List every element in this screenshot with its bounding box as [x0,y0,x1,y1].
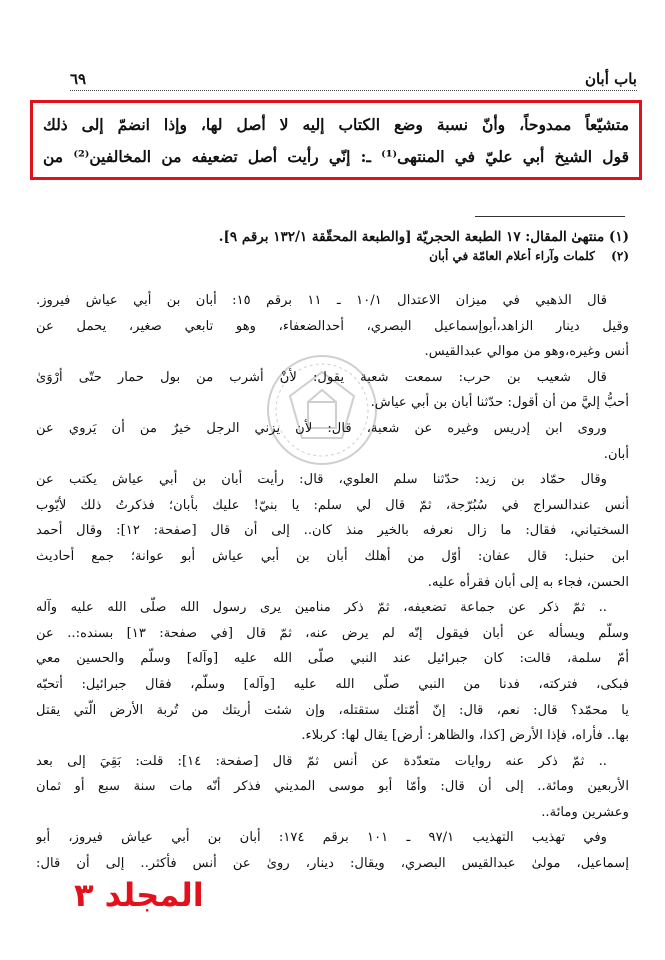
text-line: قال شعيب بن حرب: سمعت شعبة يقول: لأنْ أشرب من بول حمار حتّى أرْوَىٰ [36,369,607,385]
page-number: ٦٩ [70,70,87,88]
text-line: الأربعين ومائة.. إلى أن قال: وأمّا أبو موسى المديني فذكر أنّه مات سنة سبع أو ثمان [36,779,629,795]
footnote-2-heading [36,248,629,264]
text-line: قال الذهبي في ميزان الاعتدال ١٠/١ ـ ١١ برقم ١٥: أبان بن أبي عياش فيروز. [36,293,608,308]
page-header [70,62,637,91]
text-line: أحبُّ إليَّ من أن أقول: حدّثنا أبان بن أبي عياش. [370,395,629,411]
text-line: إسماعيل، مولىٰ عبدالقيس البصري، ويقال: دينار، روىٰ عن أنس فأكثر.. إلى أن قال: [36,856,629,872]
text-line: وقيل دينار الزاهد،أبوإسماعيل البصري، أحدالضعفاء، وهو تابعي صغير، يحمل عن [36,318,629,334]
text-line: أنس وغيره،وهو من موالي عبدالقيس. [424,344,629,360]
chapter-title: باب أبان [584,70,637,88]
text-line: يا محمّد؟ قال: نعم، قال: إنّ أمّتك ستقتله، وإن شئت أريتك من تُربة الأرض الّتي يقتل [36,702,629,718]
text-line: أمّ سلمة، قالت: كان جبرائيل عند النبي صلّى الله عليه [وآله] وسلّم والحسين معي [36,651,629,667]
text-line: وروى ابن إدريس وغيره عن شعبة، قال: لأن يزني الرجل خيرٌ من أن يَروي عن [36,420,607,436]
text-line: .. ثمّ ذكر عنه روايات متعدّدة عن أنس ثمّ قال [صفحة: ١٤]: قلت: بَقِيَ إلى بعد [36,753,607,769]
highlighted-line: متشيّعاً ممدوحاً، وأنّ نسبة وضع الكتاب إليه لا أصل لها، وإذا انضمّ إلى ذلك [43,115,629,134]
footnote-2-title: كلمات وآراء أعلام العامّة في أبان [429,249,595,263]
footnote-separator [475,216,625,217]
highlighted-line: قول الشيخ أبي عليّ في المنتهى⁽¹⁾ ـ: إنّي رأيت أصل تضعيفه من المخالفين⁽²⁾ من [43,147,629,166]
volume-label: المجلد ٣ [70,876,208,914]
text-line: وسلّم ويسأله عن أبان فيقول إنّه لم يرض عنه، ثمّ قال [في صفحة: ١٣] بسنده:.. عن [36,625,629,641]
text-line: بها.. فأراه، فإذا الأرض [كذا، والظاهر: أرض] يقال لها: كربلاء. [301,728,629,744]
text-line: السختياني، فقال: ما زال نعرفه بالخير منذ كان.. إلى أن قال [صفحة: ١٢]: وقال أحمد [36,523,629,539]
footnotes [36,226,629,264]
text-line: أبان. [603,446,629,462]
text-line: ابن حنبل: قال عفان: أوّل من أهلك أبان بن أبي عياش أبو عوانة؛ جمع أحاديث [36,548,629,564]
footnote-2-mark: (٢) [611,249,629,263]
text-line: وقال حمّاد بن زيد: حدّثنا سلم العلوي، قال: رأيت أبان بن أبي عياش يكتب عن [36,472,607,488]
text-line: فبكى، فتركته، فدنا من النبي صلّى الله عليه [وآله] وسلّم، فقال جبرائيل: أتحبّه [36,676,629,692]
text-line: وعشرين ومائة.. [541,804,629,820]
highlighted-passage [30,100,642,180]
text-line: أنس عندالسراج في سُبُرّجة، ثمّ قال لي سلم: يا بنيّ! عليك بأبان؛ فذكرتُ ذلك لأيّوب [36,497,629,513]
text-line: الحسن، فجاء به إلى أبان فقرأه عليه. [427,574,629,590]
text-line: وفي تهذيب التهذيب ٩٧/١ ـ ١٠١ برقم ١٧٤: أبان بن أبي عياش فيروز، أبو [36,830,608,846]
text-line: .. ثمّ ذكر عن جماعة تضعيفه، ثمّ ذكر منامين يرى رسول الله صلّى الله عليه وآله [36,600,607,616]
footnote-1: (١) منتهىٰ المقال: ١٧ الطبعة الحجريّة [والطبعة المحقّقة ١٣٢/١ برقم ٩]. [218,229,629,245]
footnote-2-body [36,288,629,877]
